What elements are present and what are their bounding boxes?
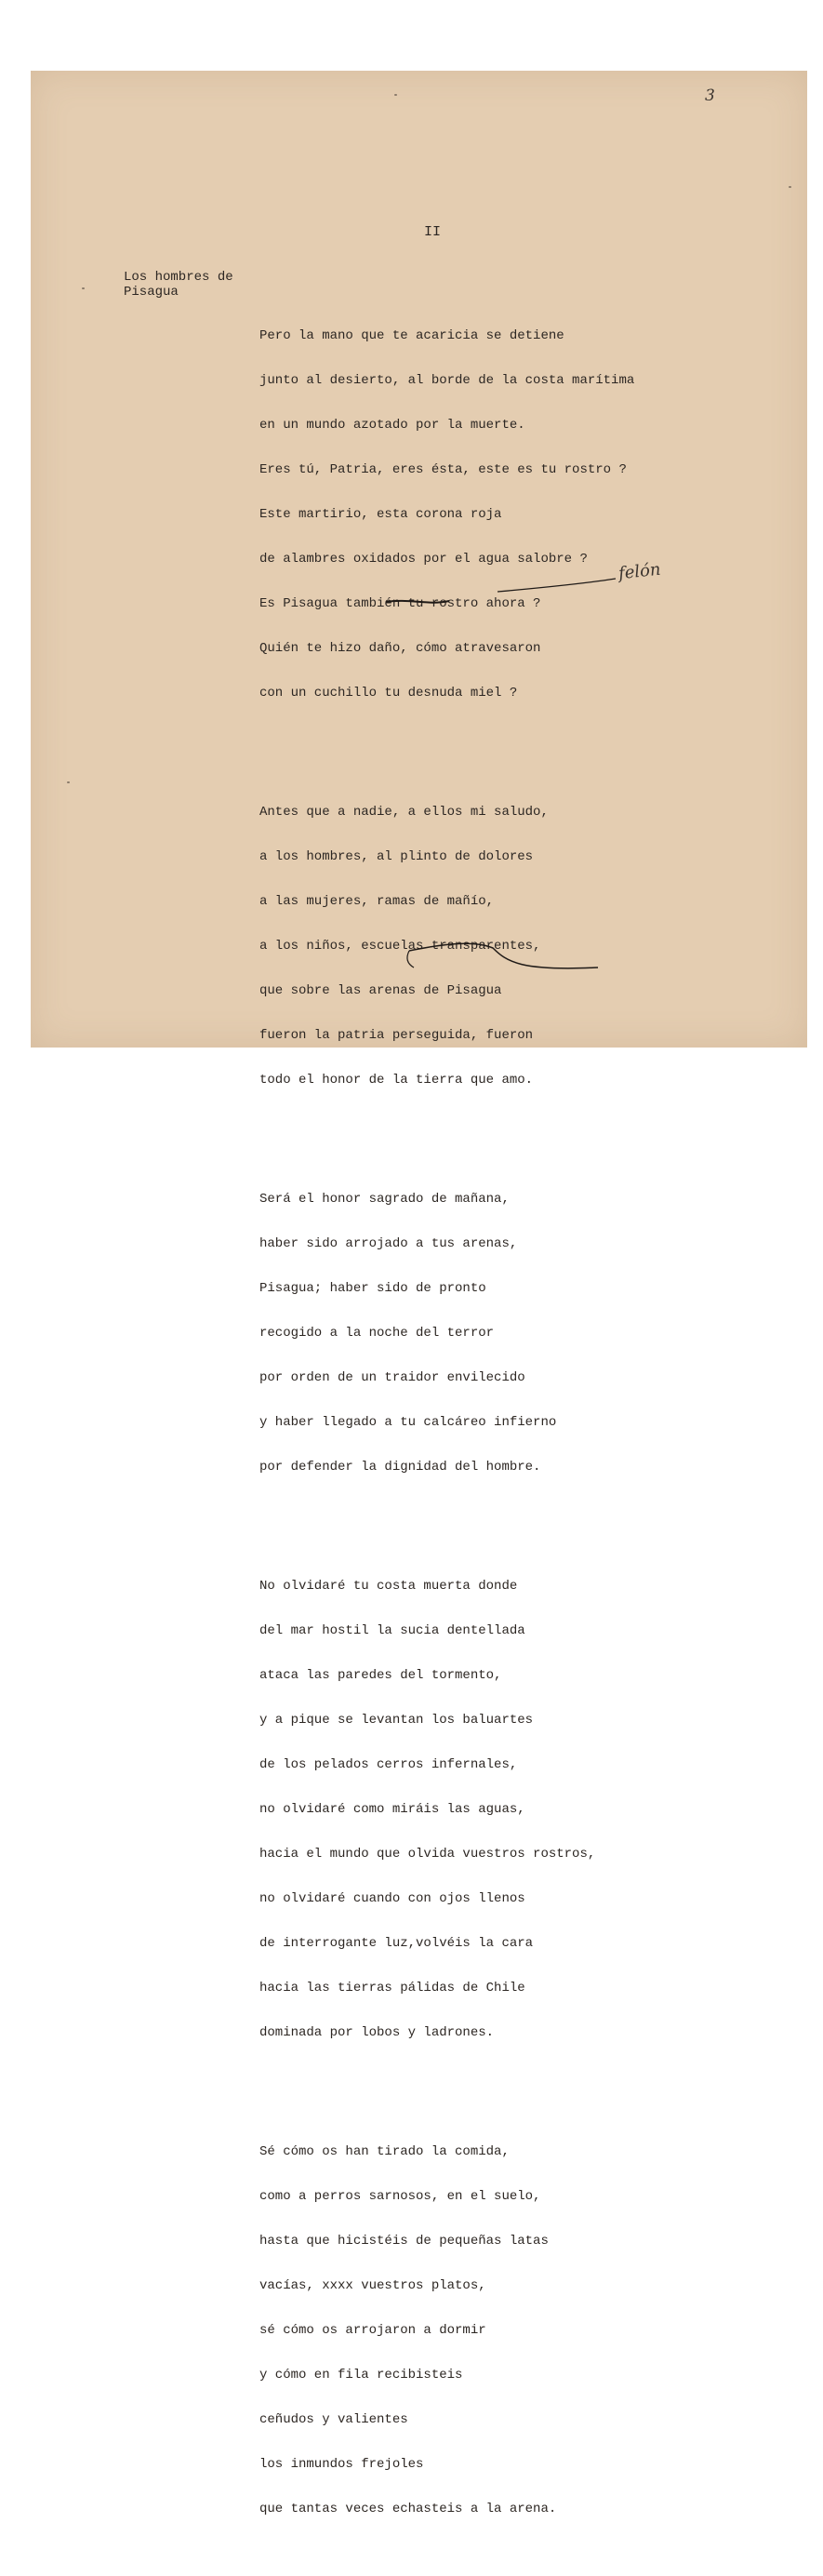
- handwritten-correction: felón: [617, 559, 662, 584]
- poem-line: No olvidaré tu costa muerta donde: [259, 1579, 518, 1594]
- poem-line: por defender la dignidad del hombre.: [259, 1460, 541, 1475]
- poem-line: Antes que a nadie, a ellos mi saludo,: [259, 805, 549, 820]
- poem-line: no olvidaré como miráis las aguas,: [259, 1802, 525, 1817]
- poem-line: de alambres oxidados por el agua salobre ?: [259, 552, 588, 567]
- poem-line: y haber llegado a tu calcáreo infierno: [259, 1415, 557, 1430]
- ink-speck: [789, 186, 791, 188]
- ink-speck: [67, 781, 70, 783]
- ink-speck: [82, 287, 85, 289]
- poem-line: y a pique se levantan los baluartes: [259, 1713, 534, 1728]
- poem-line: de los pelados cerros infernales,: [259, 1757, 518, 1772]
- poem-line: Es Pisagua también tu rostro ahora ?: [259, 596, 541, 611]
- page-number: 3: [705, 87, 715, 105]
- margin-note-line: Pisagua: [124, 285, 179, 300]
- poem-line: los inmundos frejoles: [259, 2457, 424, 2472]
- margin-note-line: Los hombres de: [124, 270, 233, 285]
- poem-line: a los niños, escuelas transparentes,: [259, 939, 541, 954]
- poem-line: y cómo en fila recibisteis: [259, 2368, 463, 2382]
- poem-line: fueron la patria perseguida, fueron: [259, 1028, 534, 1043]
- section-title: II: [424, 224, 442, 240]
- poem-line: Quién te hizo daño, cómo atravesaron: [259, 641, 541, 656]
- poem-line: en un mundo azotado por la muerte.: [259, 418, 525, 433]
- poem-line: por orden de un traidor envilecido: [259, 1370, 525, 1385]
- poem-line: Este martirio, esta corona roja: [259, 507, 502, 522]
- poem-line: que tantas veces echasteis a la arena.: [259, 2502, 557, 2516]
- ink-speck: [394, 94, 397, 96]
- poem-line: vacías, xxxx vuestros platos,: [259, 2278, 486, 2293]
- poem-line: a las mujeres, ramas de mañío,: [259, 894, 495, 909]
- poem-line: que sobre las arenas de Pisagua: [259, 983, 502, 998]
- poem-line: ceñudos y valientes: [259, 2412, 408, 2427]
- poem-line: Eres tú, Patria, eres ésta, este es tu rostro ?: [259, 462, 627, 477]
- bracket-mark: [407, 951, 414, 968]
- poem-line: recogido a la noche del terror: [259, 1326, 495, 1341]
- poem-line: de interrogante luz,volvéis la cara: [259, 1936, 534, 1951]
- stanza-4: [259, 1549, 634, 2070]
- poem-line: hacia las tierras pálidas de Chile: [259, 1981, 525, 1995]
- stanza-5: [259, 2115, 634, 2546]
- underline-mark: [409, 943, 598, 968]
- stanza-3: [259, 1162, 634, 1504]
- poem-line: hacia el mundo que olvida vuestros rostros,: [259, 1847, 596, 1862]
- poem-line: dominada por lobos y ladrones.: [259, 2025, 495, 2040]
- poem-line: ataca las paredes del tormento,: [259, 1668, 502, 1683]
- poem-line: todo el honor de la tierra que amo.: [259, 1073, 534, 1088]
- poem-line: Sé cómo os han tirado la comida,: [259, 2144, 510, 2159]
- poem-line: como a perros sarnosos, en el suelo,: [259, 2189, 541, 2204]
- poem-line: Será el honor sagrado de mañana,: [259, 1192, 510, 1207]
- poem-line: con un cuchillo tu desnuda miel ?: [259, 686, 518, 701]
- poem-line: junto al desierto, al borde de la costa marítima: [259, 373, 635, 388]
- strikethrough-mark: [386, 601, 449, 603]
- poem-line: hasta que hicistéis de pequeñas latas: [259, 2234, 549, 2249]
- poem-line: haber sido arrojado a tus arenas,: [259, 1236, 518, 1251]
- poem-line: no olvidaré cuando con ojos llenos: [259, 1891, 525, 1906]
- poem-line: Pero la mano que te acaricia se detiene: [259, 328, 564, 343]
- poem-line: a los hombres, al plinto de dolores: [259, 849, 534, 864]
- poem-line: Pisagua; haber sido de pronto: [259, 1281, 486, 1296]
- poem-line: sé cómo os arrojaron a dormir: [259, 2323, 486, 2338]
- poem-line: del mar hostil la sucia dentellada: [259, 1623, 525, 1638]
- correction-line: [498, 579, 616, 592]
- ink-annotations: [0, 0, 823, 1120]
